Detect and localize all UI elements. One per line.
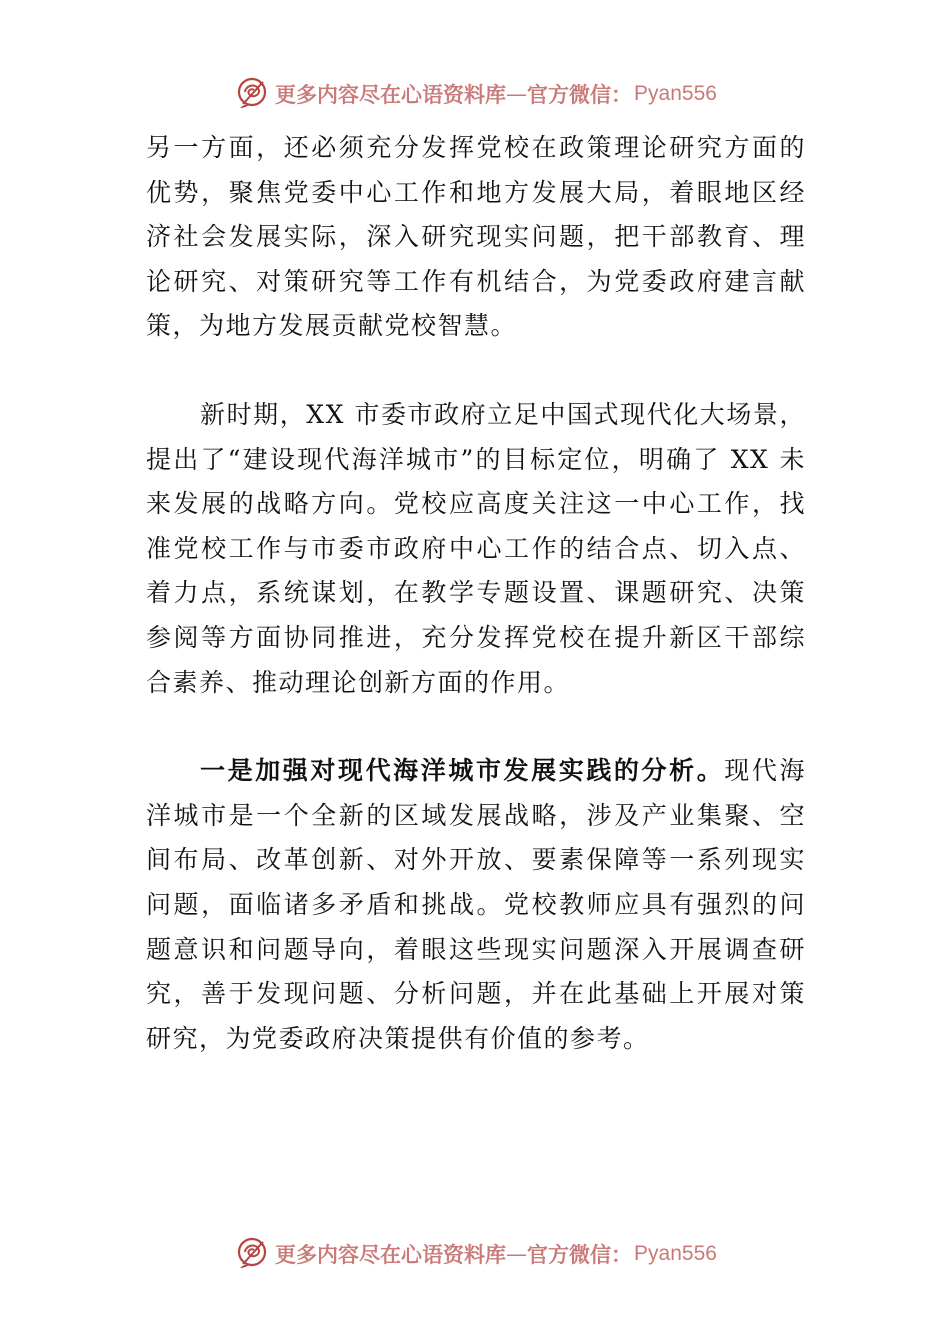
watermark-separator: —: [506, 82, 528, 106]
paragraph-2-text: 新时期，XX 市委市政府立足中国式现代化大场景，提出了“建设现代海洋城市”的目标定位，明确了 XX 未来发展的战略方向。党校应高度关注这一中心工作，找准党校工作与市委市政府中心工作的结合点、切入点、着力点，系统谋划，在教学专题设置、课题研究、决策参阅等方面协同推进，充分发挥党校在提升新区干部综合素养、推动理论创新方面的作用。: [146, 399, 806, 697]
paragraph-3: [146, 749, 806, 1061]
rose-icon: [233, 1234, 273, 1274]
paragraph-3-text: 现代海洋城市是一个全新的区域发展战略，涉及产业集聚、空间布局、改革创新、对外开放、要素保障等一系列现实问题，面临诸多矛盾和挑战。党校教师应具有强烈的问题意识和问题导向，着眼这些现实问题深入开展调查研究，善于发现问题、分析问题，并在此基础上开展对策研究，为党委政府决策提供有价值的参考。: [146, 756, 806, 1053]
rose-icon: [233, 74, 273, 114]
watermark-channel-label: 官方微信：: [527, 1242, 633, 1267]
watermark-account-id: Pyan556: [634, 1242, 717, 1265]
watermark-account-id: Pyan556: [634, 82, 717, 105]
header-watermark: [0, 72, 950, 116]
watermark-channel-label: 官方微信：: [527, 82, 633, 107]
paragraph-1-text: 另一方面，还必须充分发挥党校在政策理论研究方面的优势，聚焦党委中心工作和地方发展大局，着眼地区经济社会发展实际，深入研究现实问题，把干部教育、理论研究、对策研究等工作有机结合，为党委政府建言献策，为地方发展贡献党校智慧。: [146, 133, 806, 341]
paragraph-2: [146, 393, 806, 705]
document-body: [146, 126, 806, 1061]
watermark-text: 更多内容尽在心语资料库: [275, 82, 507, 107]
watermark-separator: —: [506, 1242, 528, 1266]
footer-watermark: [0, 1232, 950, 1276]
paragraph-3-lead: 一是加强对现代海洋城市发展实践的分析。: [200, 756, 725, 786]
watermark-text: 更多内容尽在心语资料库: [275, 1242, 507, 1267]
paragraph-1: [146, 126, 806, 349]
